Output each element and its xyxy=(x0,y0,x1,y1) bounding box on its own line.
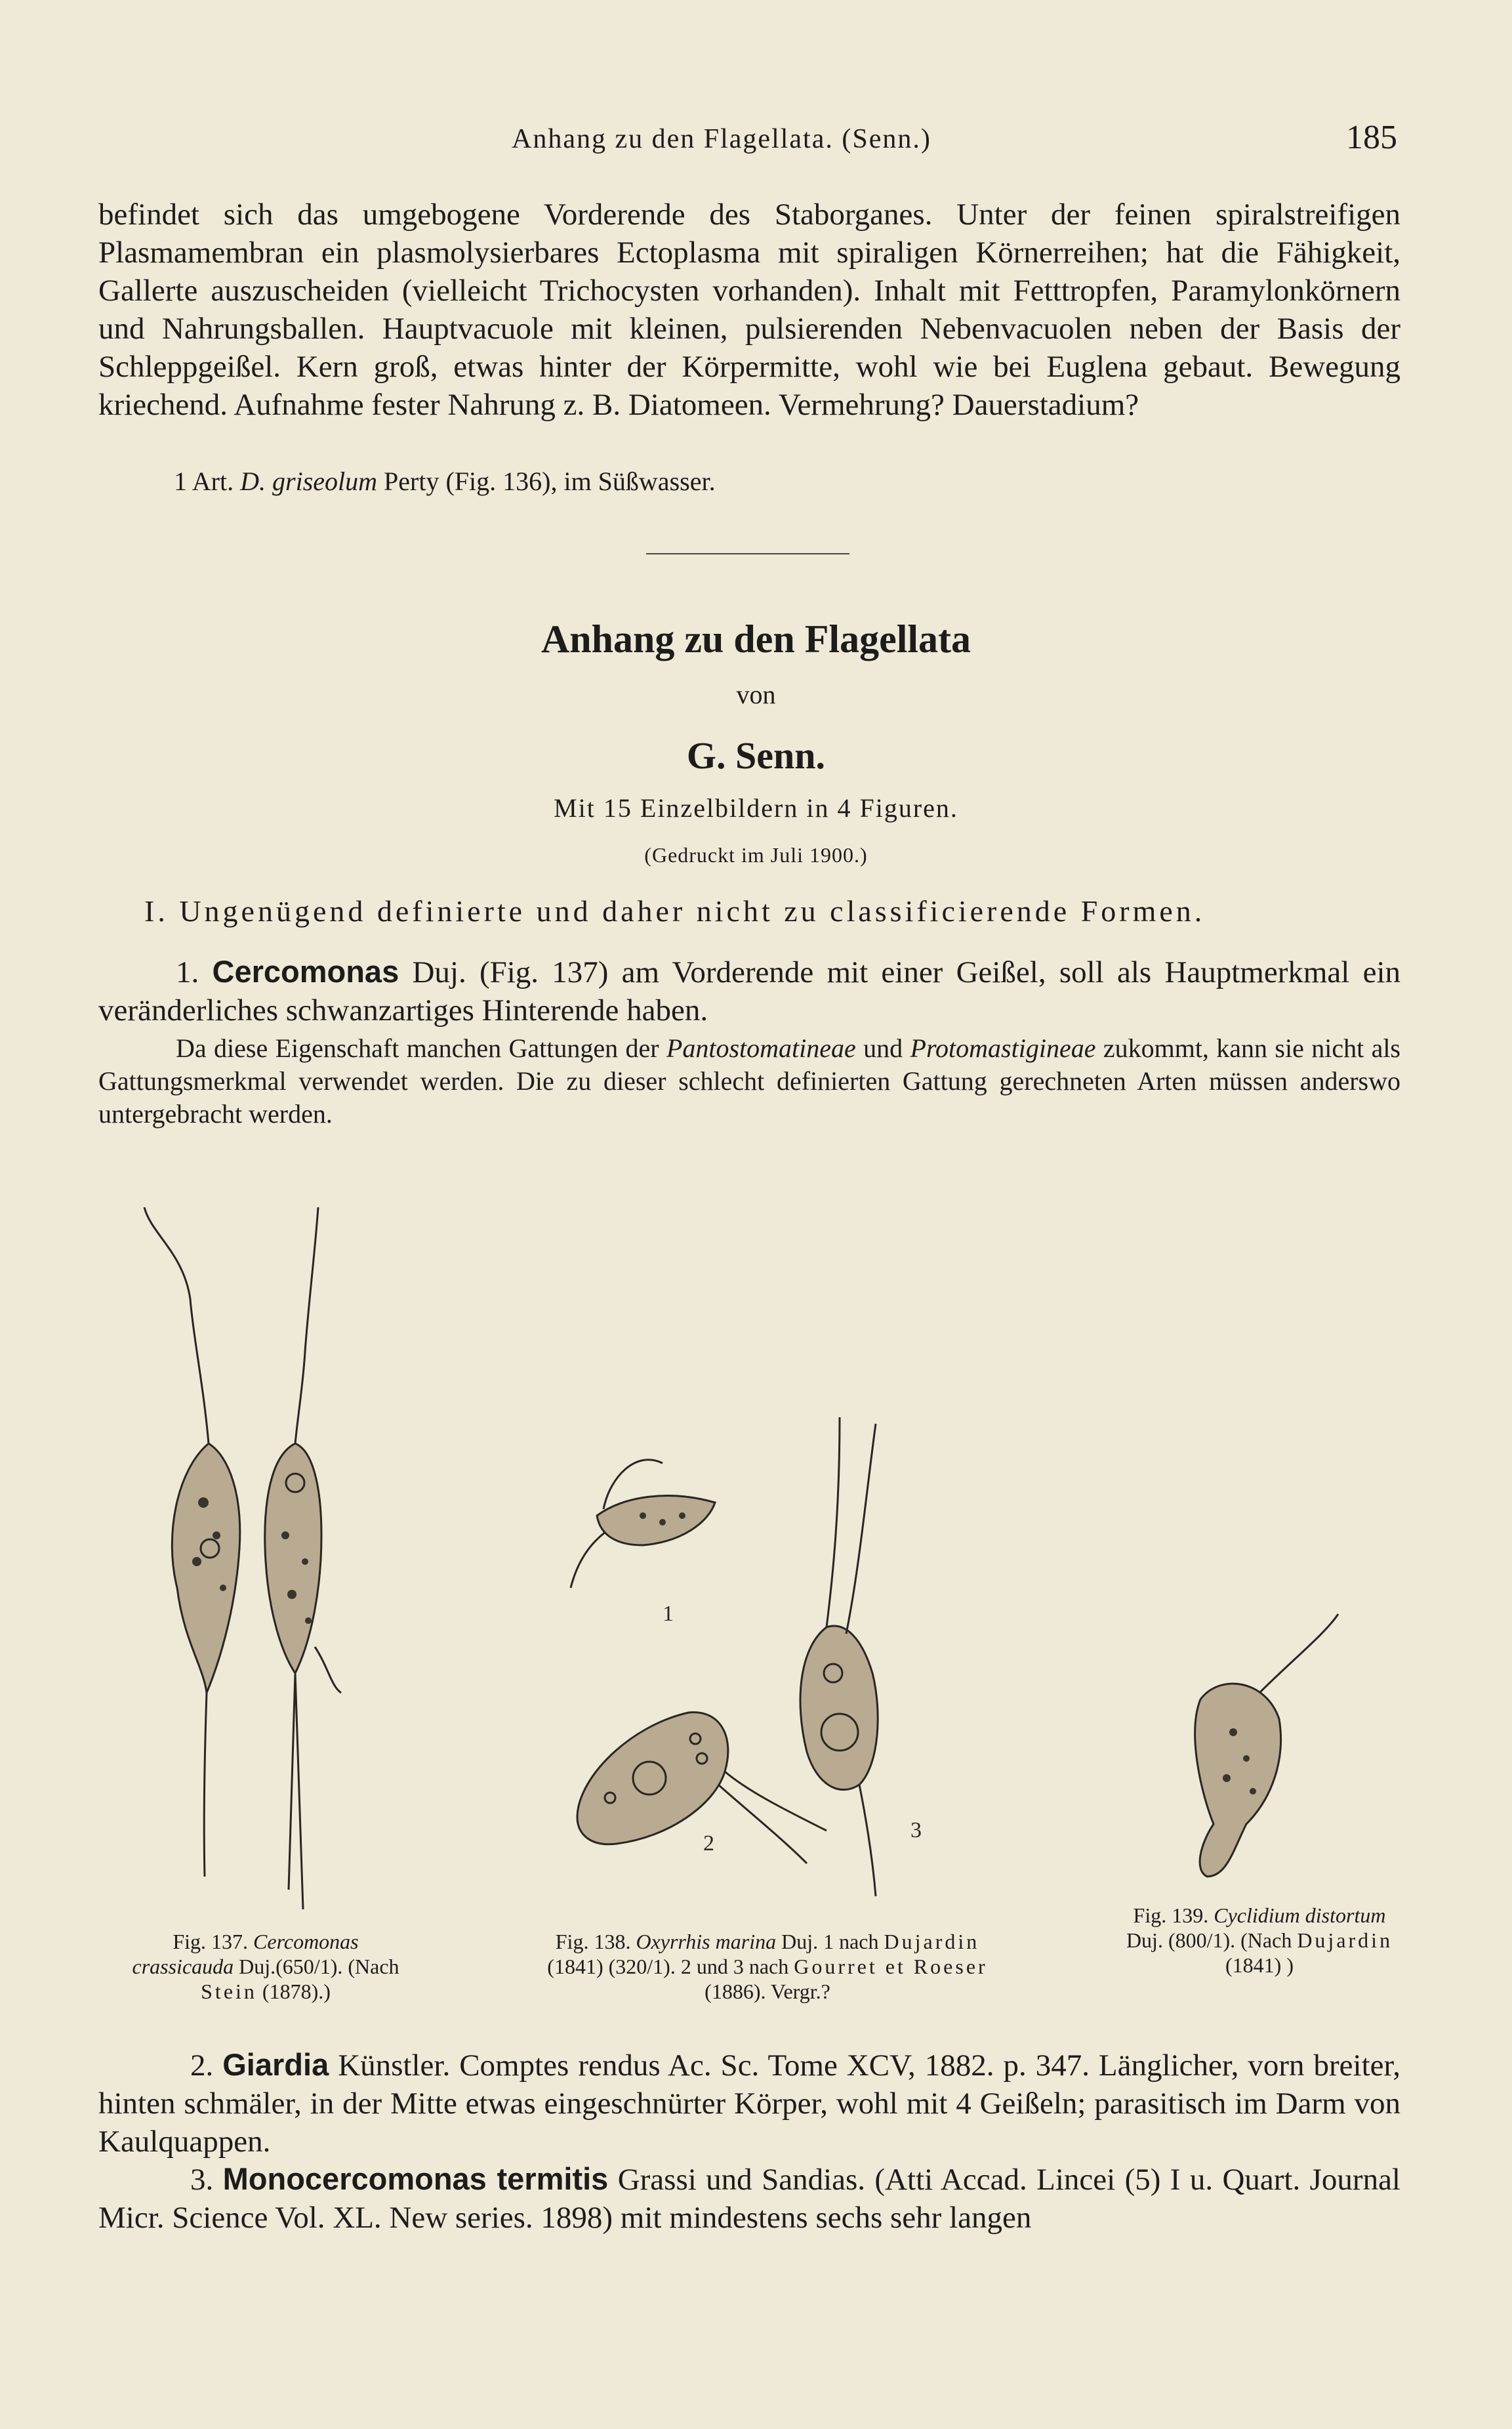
fig-138-caption xyxy=(538,1929,997,2004)
fig-137-end: (1878).) xyxy=(256,1980,331,2003)
item-1-num: 1. xyxy=(176,955,213,989)
item-2-text xyxy=(98,2046,1400,2161)
item-1-text xyxy=(98,953,1400,1029)
running-header xyxy=(98,118,1397,164)
section-divider xyxy=(646,553,849,554)
item-2-genus: Giardia xyxy=(222,2047,329,2082)
species-count: 1 Art. xyxy=(174,467,241,496)
fig-138-number-1: 1 xyxy=(663,1602,674,1626)
fig-139-rest: Duj. (800/1). (Nach xyxy=(1126,1928,1297,1952)
fig-139-caption xyxy=(1122,1903,1397,1978)
species-name: D. griseolum xyxy=(240,467,378,496)
fig-138-label: Fig. 138. xyxy=(555,1930,636,1953)
running-title: Anhang zu den Flagellata. (Senn.) xyxy=(512,124,931,154)
fig-139-label: Fig. 139. xyxy=(1133,1903,1214,1927)
item-3-genus: Monocercomonas termitis xyxy=(222,2161,609,2196)
item-1-note xyxy=(98,1032,1400,1131)
note-part-a: Da diese Eigenschaft manchen Gattungen der xyxy=(176,1033,666,1063)
section-author: G. Senn. xyxy=(686,734,826,777)
page-number: 185 xyxy=(1346,119,1397,156)
fig-139-illustration xyxy=(1181,1601,1351,1890)
fig-138-mid: (1841) (320/1). 2 und 3 nach xyxy=(547,1955,794,1978)
fig-138-author2: Gourret et Roeser xyxy=(794,1955,988,1978)
note-part-c: zukommt, kann sie nicht als Gattungsmerkmal verwendet werden. Die zu dieser schlecht definierten Gattung gerechneten Arten müssen anderswo untergebracht werden. xyxy=(98,1033,1401,1129)
fig-138-end: (1886). Vergr.? xyxy=(705,1980,830,2003)
fig-139-species: Cyclidium distortum xyxy=(1214,1903,1386,1927)
fig-138-number-3: 3 xyxy=(910,1818,922,1842)
fig-137-caption xyxy=(131,1929,400,2004)
item-2 xyxy=(98,2046,1400,2161)
note-part-b: und xyxy=(855,1033,910,1063)
item-2-num: 2. xyxy=(190,2048,223,2083)
intro-paragraph-block xyxy=(98,196,1400,424)
note-pantostomatineae: Pantostomatineae xyxy=(666,1033,856,1063)
item-1-genus: Cercomonas xyxy=(212,954,399,989)
intro-paragraph: befindet sich das umgebogene Vorderende des Staborganes. Unter der feinen spiralstreifigen Plasmamembran ein plasmolysierbares Ectoplasma mit spiraligen Körnerreihen; hat die Fähigkeit, Gallerte auszuscheiden (vielleicht Trichocysten vorhanden). Inhalt mit Fetttropfen, Paramylonkörnern und Nahrungsballen. Hauptvacuole mit kleinen, pulsierenden Nebenvacuolen neben der Basis der Schleppgeißel. Kern groß, etwas hinter der Körpermitte, wohl wie bei Euglena gebaut. Bewegung kriechend. Aufnahme fester Nahrung z. B. Diatomeen. Vermehrung? Dauerstadium? xyxy=(98,197,1400,422)
item-2-body: Künstler. Comptes rendus Ac. Sc. Tome XCV, 1882. p. 347. Länglicher, vorn breiter, hinten schmäler, in der Mitte etwas eingeschnürter Körper, wohl mit 4 Geißeln; parasitisch im Darm von Kaulquappen. xyxy=(98,2048,1401,2159)
item-3-body: Grassi und Sandias. (Atti Accad. Lincei (5) I u. Quart. Journal Micr. Science Vol. XL. New series. 1898) mit mindestens sechs sehr langen xyxy=(98,2163,1400,2235)
fig-138-illustration xyxy=(551,1411,984,1909)
fig-137-author: Stein xyxy=(201,1980,257,2003)
fig-139-author: Dujardin xyxy=(1297,1928,1393,1952)
fig-139-end: (1841) ) xyxy=(1225,1953,1294,1977)
section-title: Anhang zu den Flagellata xyxy=(541,617,971,661)
item-3-text xyxy=(98,2160,1400,2237)
species-line xyxy=(174,466,1355,497)
printed-note: (Gedruckt im Juli 1900.) xyxy=(644,843,868,867)
species-ref: Perty (Fig. 136), im Süßwasser. xyxy=(377,467,716,496)
fig-137-label: Fig. 137. xyxy=(173,1930,254,1953)
fig-138-author1: Dujardin xyxy=(884,1930,980,1953)
fig-138-species: Oxyrrhis marina xyxy=(636,1930,777,1953)
fig-137-rest: Duj.(650/1). (Nach xyxy=(234,1955,399,1978)
item-1 xyxy=(98,953,1400,1131)
fig-138-rest: Duj. 1 nach xyxy=(776,1930,884,1953)
note-protomastigineae: Protomastigineae xyxy=(910,1033,1096,1063)
item-1-body: Duj. (Fig. 137) am Vorderende mit einer Geißel, soll als Hauptmerkmal ein veränderliches schwanzartiges Hinterende haben. xyxy=(98,955,1401,1028)
section-von: von xyxy=(736,680,776,709)
fig-137-illustration xyxy=(131,1194,394,1929)
fig-138-number-2: 2 xyxy=(703,1831,714,1856)
heading-1: I. Ungenügend definierte und daher nicht zu classificierende Formen. xyxy=(144,894,1206,928)
item-3-num: 3. xyxy=(190,2163,223,2197)
item-3 xyxy=(98,2160,1400,2237)
fig-137-species: Cercomonas crassicauda xyxy=(132,1930,359,1978)
figures-note: Mit 15 Einzelbildern in 4 Figuren. xyxy=(554,793,958,823)
